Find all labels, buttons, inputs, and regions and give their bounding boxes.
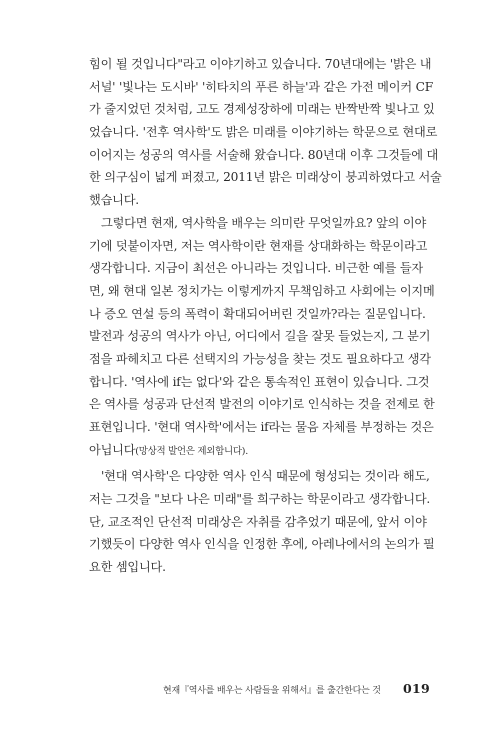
text-line: 면, 왜 현대 일본 정치가는 이렇게까지 무책임하고 사회에는 이지메 [89, 283, 435, 298]
text-line: 힘이 될 것입니다"라고 이야기하고 있습니다. 70년대에는 '밝은 내 [89, 57, 432, 71]
text-line: 생각합니다. 지금이 최선은 아니라는 것입니다. 비근한 예를 들자 [89, 261, 423, 276]
running-footer-title: 현재『역사를 배우는 사람들을 위해서』를 출간한다는 것 [163, 686, 381, 696]
text-line: 표현입니다. '현대 역사학'에서는 if라는 물음 자체를 부정하는 것은 [89, 420, 434, 434]
text-line: 은 역사를 성공과 단선적 발전의 이야기로 인식하는 것을 전제로 한 [89, 397, 435, 412]
text-line: 이어지는 성공의 역사를 서술해 왔습니다. 80년대 이후 그것들에 대 [89, 147, 439, 162]
text-line: 요한 셈입니다. [89, 560, 166, 575]
text-line: 했습니다. [89, 193, 139, 208]
text-line: '현대 역사학'은 다양한 역사 인식 때문에 형성되는 것이라 해도, [101, 469, 430, 484]
text-line: 발전과 성공의 역사가 아닌, 어디에서 길을 잘못 들었는지, 그 분기 [89, 329, 431, 344]
text-line: 점을 파헤치고 다른 선택지의 가능성을 찾는 것도 필요하다고 생각 [89, 351, 431, 366]
text-line: 저는 그것을 "보다 나은 미래"를 희구하는 학문이라고 생각합니다. [89, 492, 431, 507]
text-line: 가 줄지었던 것처럼, 고도 경제성장하에 미래는 반짝반짝 빛나고 있 [89, 102, 435, 117]
text-line: 합니다. '역사에 if는 없다'와 같은 통속적인 표현이 있습니다. 그것 [89, 374, 430, 389]
text-line: 그렇다면 현재, 역사학을 배우는 의미란 무엇일까요? 앞의 이야 [101, 215, 427, 230]
text-line: 기에 덧붙이자면, 저는 역사학이란 현재를 상대화하는 학문이라고 [89, 238, 428, 253]
text-line: 서널' '빛나는 도시바' '히타치의 푸른 하늘'과 같은 가전 메이커 CF [89, 79, 433, 94]
text-line [89, 439, 433, 462]
text-line: 었습니다. '전후 역사학'도 밝은 미래를 이야기하는 학문으로 현대로 [89, 125, 438, 140]
body-text [89, 53, 442, 579]
parenthetical-note: (망상적 발언은 제외합니다). [135, 445, 248, 457]
page-footer [0, 681, 500, 701]
text-line: 한 의구심이 넓게 퍼졌고, 2011년 밝은 미래상이 붕괴하였다고 서술 [89, 170, 442, 185]
text-line: 기했듯이 다양한 역사 인식을 인정한 후에, 아레나에서의 논의가 필 [89, 537, 435, 552]
text-line: 나 증오 연설 등의 폭력이 확대되어버린 것일까?라는 질문입니다. [89, 306, 426, 321]
line-text: 아닙니다 [89, 442, 136, 457]
text-line: 단, 교조적인 단선적 미래상은 자취를 감추었기 때문에, 앞서 이야 [89, 514, 427, 529]
page-number: 019 [403, 681, 430, 696]
